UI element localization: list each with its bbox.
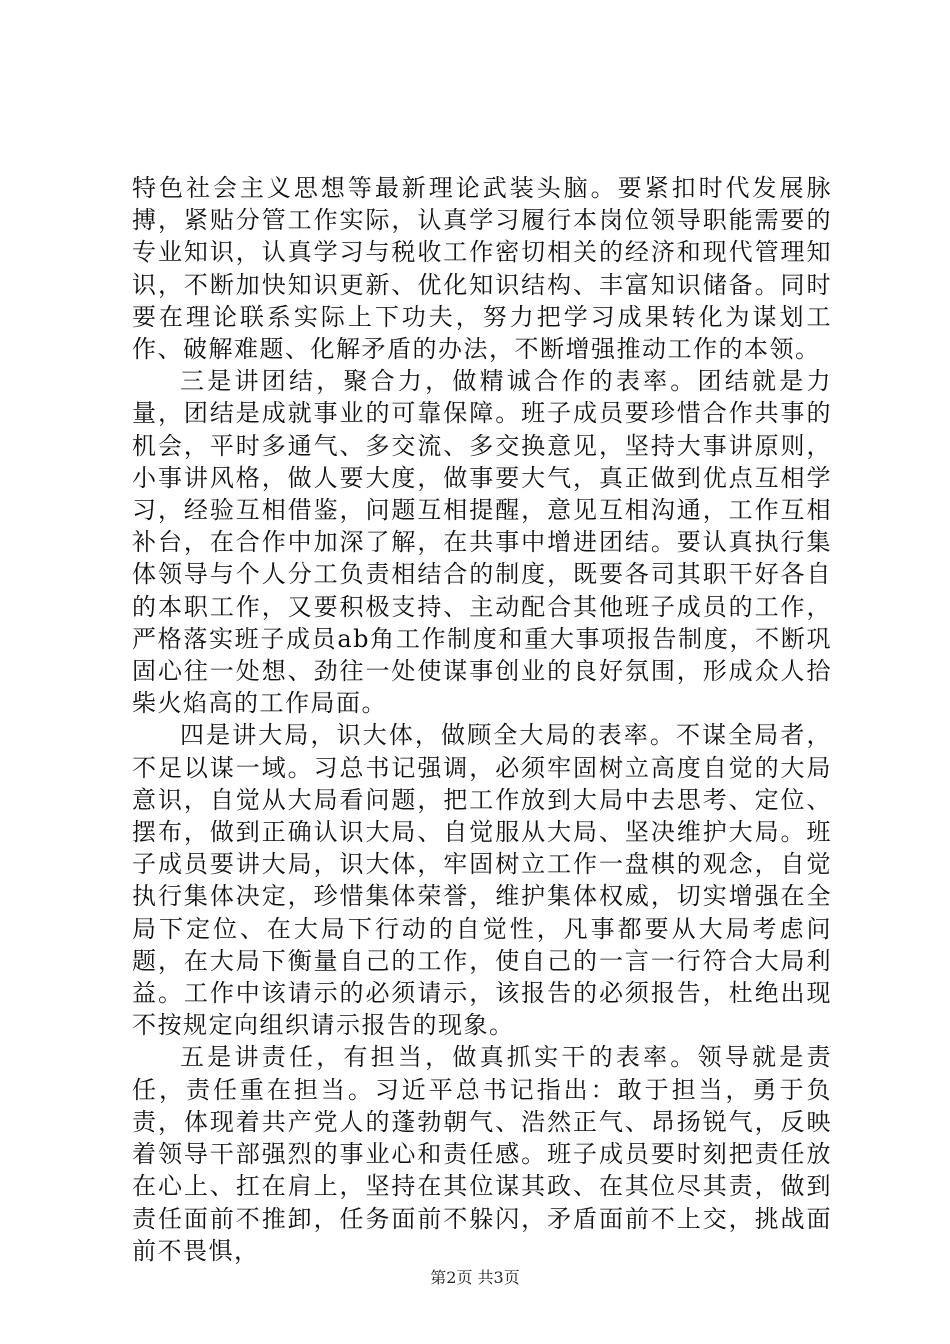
paragraph-4: 五是讲责任，有担当，做真抓实干的表率。领导就是责任，责任重在担当。习近平总书记指出：敢于担当，勇于负责，体现着共产党人的蓬勃朝气、浩然正气、昂扬锐气，反映着领导干部强烈的事业心和责任感。班子成员要时刻把责任放在心上、扛在肩上，坚持在其位谋其政、在其位尽其责，做到责任面前不推卸，任务面前不躲闪，矛盾面前不上交，挑战面前不畏惧，: [132, 1043, 832, 1265]
page-number-footer: 第2页 共3页: [430, 1268, 520, 1287]
paragraph-2: 三是讲团结，聚合力，做精诚合作的表率。团结就是力量，团结是成就事业的可靠保障。班子成员要珍惜合作共事的机会，平时多通气、多交流、多交换意见，坚持大事讲原则，小事讲风格，做人要大度，做事要大气，真正做到优点互相学习，经验互相借鉴，问题互相提醒，意见互相沟通，工作互相补台，在合作中加深了解，在共事中增进团结。要认真执行集体领导与个人分工负责相结合的制度，既要各司其职干好各自的本职工作，又要积极支持、主动配合其他班子成员的工作，严格落实班子成员ab角工作制度和重大事项报告制度，不断巩固心往一处想、劲往一处使谋事创业的良好氛围，形成众人拾柴火焰高的工作局面。: [132, 367, 832, 718]
paragraph-3: 四是讲大局，识大体，做顾全大局的表率。不谋全局者，不足以谋一域。习总书记强调，必须牢固树立高度自觉的大局意识，自觉从大局看问题，把工作放到大局中去思考、定位、摆布，做到正确认识大局、自觉服从大局、坚决维护大局。班子成员要讲大局，识大体，牢固树立工作一盘棋的观念，自觉执行集体决定，珍惜集体荣誉，维护集体权威，切实增强在全局下定位、在大局下行动的自觉性，凡事都要从大局考虑问题，在大局下衡量自己的工作，使自己的一言一行符合大局利益。工作中该请示的必须请示，该报告的必须报告，杜绝出现不按规定向组织请示报告的现象。: [132, 721, 832, 1040]
paragraph-1: 特色社会主义思想等最新理论武装头脑。要紧扣时代发展脉搏，紧贴分管工作实际，认真学习履行本岗位领导职能需要的专业知识，认真学习与税收工作密切相关的经济和现代管理知识，不断加快知识更新、优化知识结构、丰富知识储备。同时要在理论联系实际上下功夫，努力把学习成果转化为谋划工作、破解难题、化解矛盾的办法，不断增强推动工作的本领。: [132, 174, 832, 364]
document-body: [132, 172, 832, 1267]
